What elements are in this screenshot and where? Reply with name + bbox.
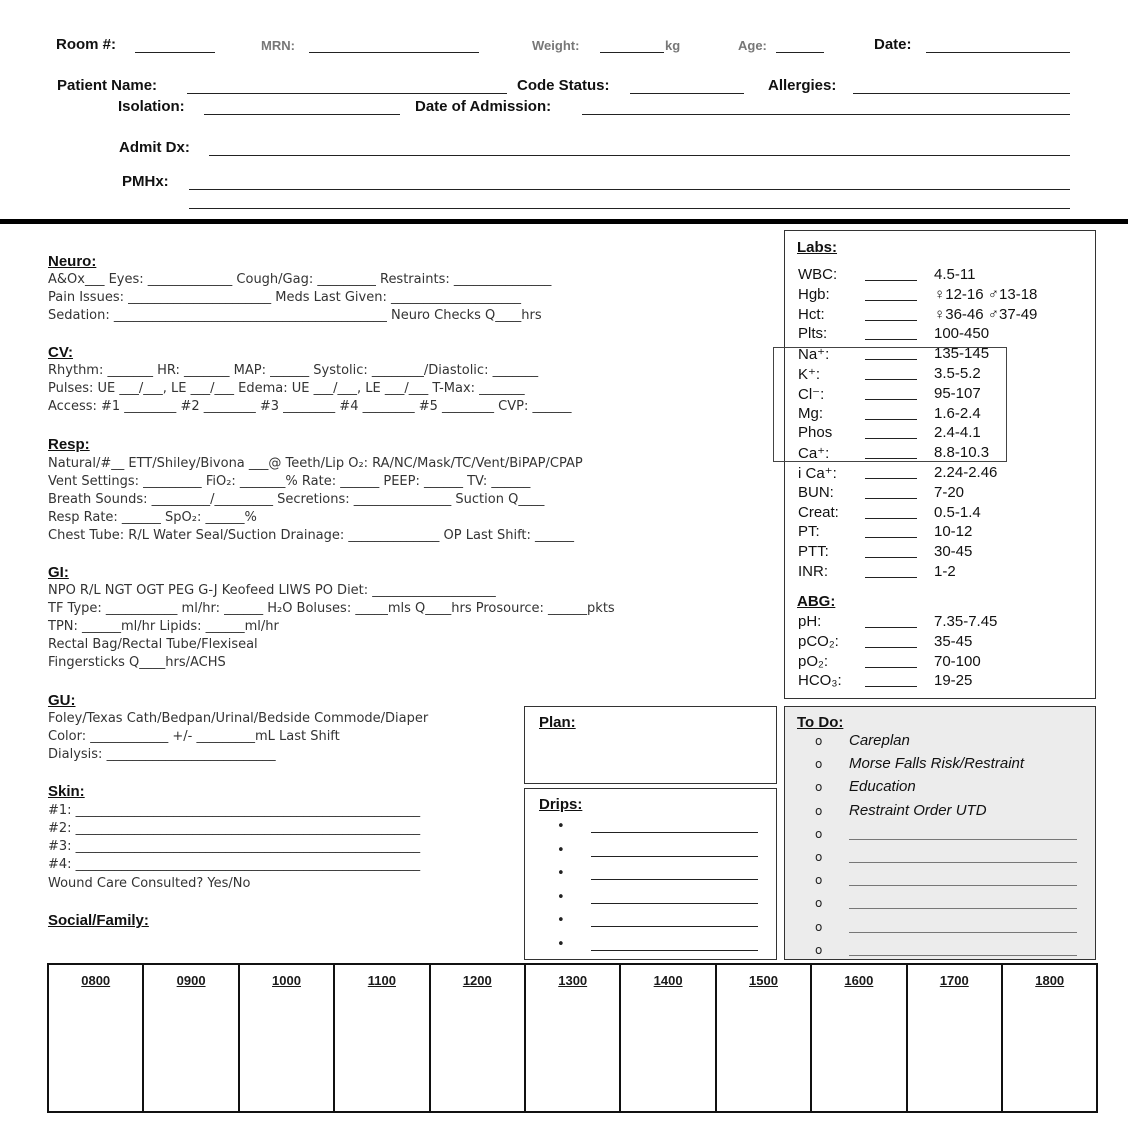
todo-blank-field[interactable]	[849, 839, 1077, 840]
todo-blank-field[interactable]	[849, 955, 1077, 956]
lab-label: Creat:	[798, 503, 839, 521]
lab-range: 0.5-1.4	[934, 503, 981, 521]
lab-label: Ca⁺:	[798, 445, 830, 463]
admit-dx-label: Admit Dx:	[119, 139, 190, 156]
neuro-line-3[interactable]: Sedation: __________________________________________ Neuro Checks Q____hrs	[48, 308, 542, 323]
plan-box[interactable]	[524, 706, 777, 784]
lab-value-field[interactable]	[865, 478, 917, 479]
todo-bullet[interactable]: o	[815, 826, 823, 841]
lab-label: Plts:	[798, 325, 828, 343]
todo-box	[784, 706, 1096, 960]
lab-label: Na⁺:	[798, 346, 830, 364]
gu-line-2[interactable]: Color: ____________ +/- _________mL Last Shift	[48, 729, 340, 744]
isolation-label: Isolation:	[118, 98, 185, 115]
hour-label: 1400	[653, 973, 683, 988]
date-of-admission-field[interactable]	[582, 114, 1070, 115]
abg-range: 35-45	[934, 632, 973, 650]
abg-label: HCO₃:	[798, 672, 842, 690]
age-label: Age:	[738, 38, 767, 53]
lab-label: Hgb:	[798, 285, 830, 303]
lab-value-field[interactable]	[865, 577, 917, 578]
lab-value-field[interactable]	[865, 419, 917, 420]
lab-range: ♀36-46 ♂37-49	[934, 305, 1038, 323]
lab-label: WBC:	[798, 266, 838, 283]
weight-unit: kg	[665, 38, 681, 53]
neuro-title: Neuro:	[48, 253, 97, 270]
admit-dx-field[interactable]	[209, 155, 1070, 156]
skin-line-1[interactable]: #1: _____________________________________________________	[48, 803, 421, 818]
hour-column[interactable]	[619, 963, 714, 1113]
lab-value-field[interactable]	[865, 518, 917, 519]
cv-line-3[interactable]: Access: #1 ________ #2 ________ #3 ________ #4 ________ #5 ________ CVP: ______	[48, 399, 572, 414]
todo-bullet[interactable]: o	[815, 942, 823, 957]
todo-bullet[interactable]: o	[815, 919, 823, 934]
lab-value-field[interactable]	[865, 280, 917, 281]
code-status-label: Code Status:	[517, 77, 610, 94]
lab-range: 2.4-4.1	[934, 424, 981, 442]
code-status-field[interactable]	[630, 93, 744, 94]
lab-range: 10-12	[934, 523, 973, 541]
todo-item[interactable]: Restraint Order UTD	[849, 801, 987, 819]
todo-blank-field[interactable]	[849, 862, 1077, 863]
mrn-field[interactable]	[309, 52, 479, 53]
todo-title: To Do:	[797, 714, 844, 731]
abg-value-field[interactable]	[865, 686, 917, 687]
hour-label: 1800	[1035, 973, 1065, 988]
lab-range: ♀12-16 ♂13-18	[934, 285, 1038, 303]
lab-label: K⁺:	[798, 366, 821, 383]
drip-bullet: •	[557, 936, 565, 952]
resp-line-3[interactable]: Breath Sounds: _________/_________ Secretions: _______________ Suction Q____	[48, 492, 545, 507]
lab-value-field[interactable]	[865, 399, 917, 400]
lab-label: Cl⁻:	[798, 385, 825, 403]
abg-range: 7.35-7.45	[934, 613, 998, 630]
lab-value-field[interactable]	[865, 557, 917, 558]
lab-label: BUN:	[798, 483, 834, 501]
social-family-title: Social/Family:	[48, 912, 149, 929]
lab-label: Mg:	[798, 404, 824, 422]
skin-line-2[interactable]: #2: _____________________________________________________	[48, 821, 421, 836]
abg-value-field[interactable]	[865, 667, 917, 668]
gu-line-3[interactable]: Dialysis: __________________________	[48, 747, 276, 762]
patient-name-field[interactable]	[187, 93, 507, 94]
lab-value-field[interactable]	[865, 359, 917, 360]
hour-label: 0800	[81, 973, 111, 988]
hour-label: 1300	[558, 973, 588, 988]
abg-range: 19-25	[934, 672, 973, 690]
drip-bullet: •	[557, 889, 565, 905]
neuro-line-2[interactable]: Pain Issues: ______________________ Meds Last Given: ____________________	[48, 290, 521, 305]
hour-column[interactable]	[333, 963, 428, 1113]
todo-item[interactable]: Careplan	[849, 732, 910, 749]
weight-label: Weight:	[532, 38, 580, 53]
drip-field[interactable]	[591, 926, 758, 927]
lab-range: 1.6-2.4	[934, 404, 981, 422]
drip-bullet: •	[557, 866, 565, 881]
abg-label: pO₂:	[798, 652, 828, 670]
drip-field[interactable]	[591, 856, 758, 857]
lab-value-field[interactable]	[865, 300, 917, 301]
lab-value-field[interactable]	[865, 537, 917, 538]
resp-line-4[interactable]: Resp Rate: ______ SpO₂: ______%	[48, 510, 257, 525]
gi-line-4[interactable]: Rectal Bag/Rectal Tube/Flexiseal	[48, 637, 258, 652]
lab-range: 3.5-5.2	[934, 365, 981, 382]
drips-box	[524, 788, 777, 960]
allergies-field[interactable]	[853, 93, 1070, 94]
drip-field[interactable]	[591, 879, 758, 880]
room-label: Room #:	[56, 36, 116, 53]
todo-bullet[interactable]: o	[815, 780, 823, 795]
gi-title: GI:	[48, 564, 69, 581]
todo-blank-field[interactable]	[849, 932, 1077, 933]
todo-blank-field[interactable]	[849, 885, 1077, 886]
plan-title: Plan:	[539, 714, 576, 731]
abg-title: ABG:	[797, 593, 836, 610]
todo-bullet[interactable]: o	[815, 896, 823, 911]
cv-title: CV:	[48, 344, 74, 361]
drip-field[interactable]	[591, 950, 758, 951]
date-of-admission-label: Date of Admission:	[415, 98, 552, 115]
drip-bullet: •	[557, 842, 565, 858]
pmhx-field-1[interactable]	[189, 189, 1070, 190]
patient-name-label: Patient Name:	[57, 77, 158, 94]
lab-range: 7-20	[934, 483, 965, 501]
abg-range: 70-100	[934, 652, 981, 670]
resp-line-2[interactable]: Vent Settings: _________ FiO₂: _______% Rate: ______ PEEP: ______ TV: ______	[48, 474, 531, 489]
hour-label: 1600	[844, 973, 874, 988]
drip-bullet: •	[557, 913, 565, 928]
hour-column[interactable]	[906, 963, 1001, 1113]
wound-care-line[interactable]: Wound Care Consulted? Yes/No	[48, 876, 251, 891]
timeline-right-edge	[1096, 963, 1098, 1113]
hour-label: 1100	[367, 973, 396, 988]
todo-item[interactable]: Morse Falls Risk/Restraint	[849, 755, 1025, 773]
resp-line-5[interactable]: Chest Tube: R/L Water Seal/Suction Drainage: ______________ OP Last Shift: ______	[48, 528, 575, 543]
lab-range: 100-450	[934, 325, 990, 343]
hour-column[interactable]	[429, 963, 524, 1113]
gi-line-5[interactable]: Fingersticks Q____hrs/ACHS	[48, 655, 226, 670]
allergies-label: Allergies:	[768, 77, 837, 94]
hour-column[interactable]	[810, 963, 905, 1113]
gi-line-1[interactable]: NPO R/L NGT OGT PEG G-J Keofeed LIWS PO Diet: ___________________	[48, 583, 496, 598]
todo-item[interactable]: Education	[849, 778, 916, 796]
isolation-field[interactable]	[204, 114, 400, 115]
abg-value-field[interactable]	[865, 647, 917, 648]
header-divider	[0, 219, 1128, 224]
drip-bullet: •	[557, 819, 565, 834]
todo-bullet[interactable]: o	[815, 873, 823, 888]
lab-label: Phos	[798, 424, 833, 442]
hour-column[interactable]	[524, 963, 619, 1113]
todo-bullet[interactable]: o	[815, 734, 823, 748]
gi-line-3[interactable]: TPN: ______ml/hr Lipids: ______ml/hr	[48, 619, 279, 634]
lab-label: PTT:	[798, 543, 829, 561]
abg-value-field[interactable]	[865, 627, 917, 628]
mrn-label: MRN:	[261, 38, 295, 53]
lab-label: Hct:	[798, 305, 825, 323]
hour-label: 1700	[939, 973, 969, 988]
hour-column[interactable]	[238, 963, 333, 1113]
resp-title: Resp:	[48, 436, 90, 453]
skin-line-4[interactable]: #4: _____________________________________________________	[48, 857, 421, 872]
abg-label: pCO₂:	[798, 632, 839, 650]
abg-label: pH:	[798, 613, 822, 630]
age-field[interactable]	[776, 52, 824, 53]
todo-bullet[interactable]: o	[815, 757, 823, 772]
weight-field[interactable]	[600, 52, 664, 53]
lab-label: i Ca⁺:	[798, 465, 837, 482]
hour-column[interactable]	[142, 963, 237, 1113]
hour-column[interactable]	[715, 963, 810, 1113]
todo-bullet[interactable]: o	[815, 803, 823, 818]
room-field[interactable]	[135, 52, 215, 53]
skin-title: Skin:	[48, 783, 85, 800]
lab-range: 135-145	[934, 345, 990, 363]
pmhx-field-2[interactable]	[189, 208, 1070, 209]
resp-line-1[interactable]: Natural/#__ ETT/Shiley/Bivona ___@ Teeth/Lip O₂: RA/NC/Mask/TC/Vent/BiPAP/CPAP	[48, 456, 583, 471]
todo-blank-field[interactable]	[849, 908, 1077, 909]
lab-value-field[interactable]	[865, 458, 917, 459]
todo-bullet[interactable]: o	[815, 850, 823, 864]
lab-range: 30-45	[934, 543, 973, 561]
drips-title: Drips:	[539, 796, 583, 813]
lab-range: 2.24-2.46	[934, 464, 998, 481]
hour-column[interactable]	[1001, 963, 1096, 1113]
cv-line-1[interactable]: Rhythm: _______ HR: _______ MAP: ______ Systolic: ________/Diastolic: _______	[48, 363, 539, 378]
pmhx-label: PMHx:	[122, 173, 169, 190]
hour-label: 1500	[749, 973, 778, 988]
cv-line-2[interactable]: Pulses: UE ___/___, LE ___/___ Edema: UE ___/___, LE ___/___ T-Max: _______	[48, 381, 525, 396]
lab-range: 8.8-10.3	[934, 444, 990, 462]
lab-value-field[interactable]	[865, 379, 917, 380]
labs-box	[784, 230, 1096, 699]
lab-value-field[interactable]	[865, 498, 917, 499]
gi-line-2[interactable]: TF Type: ___________ ml/hr: ______ H₂O Boluses: _____mls Q____hrs Prosource: ______pkts	[48, 601, 615, 616]
lab-value-field[interactable]	[865, 339, 917, 340]
skin-line-3[interactable]: #3: _____________________________________________________	[48, 839, 421, 854]
drip-field[interactable]	[591, 903, 758, 904]
hour-label: 1000	[272, 973, 301, 988]
date-field[interactable]	[926, 52, 1070, 53]
lab-label: PT:	[798, 523, 820, 541]
lab-label: INR:	[798, 563, 828, 580]
drip-field[interactable]	[591, 832, 758, 833]
hour-column[interactable]	[47, 963, 142, 1113]
gu-title: GU:	[48, 692, 76, 709]
lab-value-field[interactable]	[865, 438, 917, 439]
date-label: Date:	[874, 36, 912, 53]
lab-range: 4.5-11	[934, 266, 976, 283]
lab-value-field[interactable]	[865, 320, 917, 321]
lab-range: 95-107	[934, 384, 981, 402]
gu-line-1[interactable]: Foley/Texas Cath/Bedpan/Urinal/Bedside Commode/Diaper	[48, 711, 429, 726]
hour-label: 0900	[176, 973, 206, 988]
labs-title: Labs:	[797, 239, 838, 256]
hour-label: 1200	[462, 973, 492, 988]
neuro-line-1[interactable]: A&Ox___ Eyes: _____________ Cough/Gag: _________ Restraints: _______________	[48, 272, 552, 287]
lab-range: 1-2	[934, 563, 956, 580]
